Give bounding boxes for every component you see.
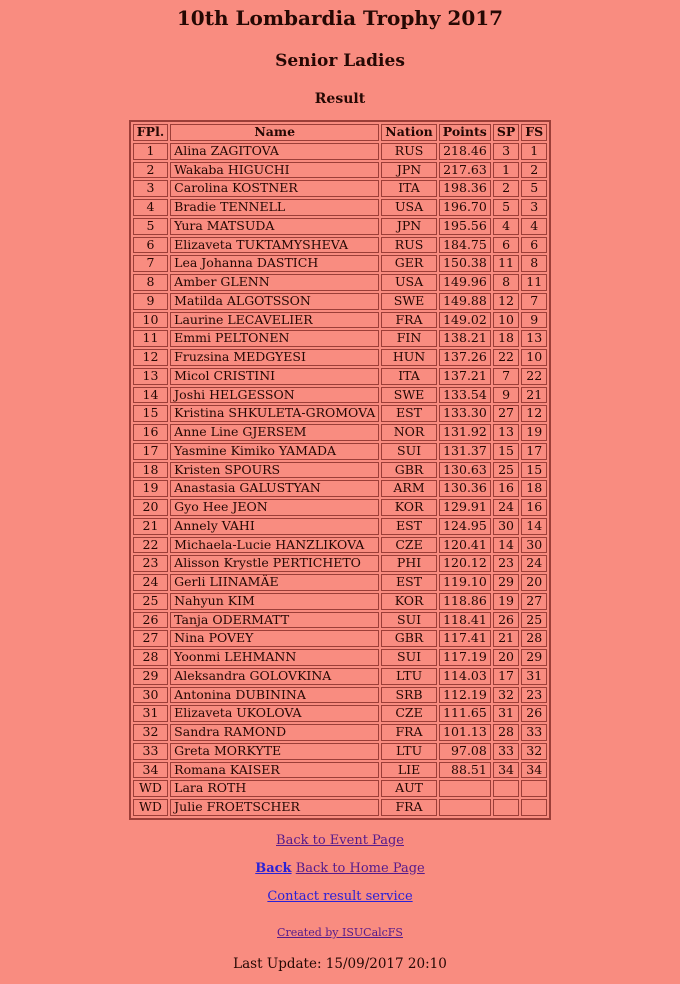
cell-fs: 30: [521, 537, 547, 554]
cell-nation: EST: [381, 405, 436, 422]
cell-nation: USA: [381, 199, 436, 216]
cell-points: 149.02: [439, 312, 491, 329]
cell-nation: AUT: [381, 780, 436, 797]
header-nation: Nation: [381, 124, 436, 141]
table-row: [133, 255, 547, 272]
cell-nation: FRA: [381, 724, 436, 741]
cell-rank: 33: [133, 743, 168, 760]
cell-fs: 32: [521, 743, 547, 760]
cell-points: 124.95: [439, 518, 491, 535]
cell-sp: 15: [493, 443, 519, 460]
cell-fs: 17: [521, 443, 547, 460]
page-title: 10th Lombardia Trophy 2017: [176, 6, 504, 30]
cell-sp: 5: [493, 199, 519, 216]
cell-points: [439, 780, 491, 797]
cell-name: Nina POVEY: [170, 630, 379, 647]
cell-rank: 22: [133, 537, 168, 554]
cell-fs: 13: [521, 330, 547, 347]
cell-points: 218.46: [439, 143, 491, 160]
cell-sp: 30: [493, 518, 519, 535]
cell-nation: SUI: [381, 443, 436, 460]
cell-points: 88.51: [439, 762, 491, 779]
cell-rank: 32: [133, 724, 168, 741]
cell-fs: 14: [521, 518, 547, 535]
cell-name: Yasmine Kimiko YAMADA: [170, 443, 379, 460]
cell-sp: 1: [493, 162, 519, 179]
cell-name: Fruzsina MEDGYESI: [170, 349, 379, 366]
cell-fs: 28: [521, 630, 547, 647]
cell-sp: 20: [493, 649, 519, 666]
table-row: [133, 424, 547, 441]
cell-sp: 28: [493, 724, 519, 741]
table-row: [133, 162, 547, 179]
cell-sp: 24: [493, 499, 519, 516]
cell-nation: CZE: [381, 705, 436, 722]
created-by-link[interactable]: Created by ISUCalcFS: [277, 925, 403, 939]
cell-rank: 7: [133, 255, 168, 272]
cell-rank: 19: [133, 480, 168, 497]
cell-rank: 11: [133, 330, 168, 347]
table-row: [133, 499, 547, 516]
cell-points: 131.37: [439, 443, 491, 460]
cell-rank: 26: [133, 612, 168, 629]
table-row: [133, 649, 547, 666]
cell-points: 198.36: [439, 180, 491, 197]
cell-fs: 1: [521, 143, 547, 160]
table-row: [133, 555, 547, 572]
table-row: [133, 630, 547, 647]
cell-sp: 13: [493, 424, 519, 441]
cell-rank: 34: [133, 762, 168, 779]
cell-points: 101.13: [439, 724, 491, 741]
cell-rank: 17: [133, 443, 168, 460]
table-row: [133, 330, 547, 347]
table-row: [133, 593, 547, 610]
cell-sp: 7: [493, 368, 519, 385]
event-link-line: [0, 833, 680, 848]
cell-fs: 11: [521, 274, 547, 291]
results-table-body: [133, 143, 547, 816]
cell-name: Romana KAISER: [170, 762, 379, 779]
cell-fs: 9: [521, 312, 547, 329]
cell-rank: 31: [133, 705, 168, 722]
created-by-line: [0, 921, 680, 940]
cell-sp: [493, 799, 519, 816]
contact-link-line: [0, 889, 680, 904]
cell-fs: 34: [521, 762, 547, 779]
table-row: [133, 724, 547, 741]
header-fpl: FPl.: [133, 124, 168, 141]
table-row: [133, 199, 547, 216]
cell-fs: [521, 780, 547, 797]
cell-rank: WD: [133, 799, 168, 816]
cell-points: 133.54: [439, 387, 491, 404]
back-to-event-link[interactable]: Back to Event Page: [276, 832, 404, 848]
back-to-home-link[interactable]: Back to Home Page: [295, 860, 425, 876]
cell-fs: 25: [521, 612, 547, 629]
cell-nation: LIE: [381, 762, 436, 779]
cell-points: 129.91: [439, 499, 491, 516]
cell-nation: GBR: [381, 630, 436, 647]
cell-points: 118.86: [439, 593, 491, 610]
cell-rank: 3: [133, 180, 168, 197]
cell-points: 117.19: [439, 649, 491, 666]
table-row: [133, 143, 547, 160]
results-table: [129, 120, 551, 820]
table-row: [133, 387, 547, 404]
cell-sp: 10: [493, 312, 519, 329]
cell-sp: 29: [493, 574, 519, 591]
cell-sp: 12: [493, 293, 519, 310]
table-row: [133, 518, 547, 535]
cell-fs: 7: [521, 293, 547, 310]
cell-name: Alina ZAGITOVA: [170, 143, 379, 160]
cell-rank: 5: [133, 218, 168, 235]
cell-points: 97.08: [439, 743, 491, 760]
cell-fs: 27: [521, 593, 547, 610]
cell-points: 149.96: [439, 274, 491, 291]
cell-points: 120.12: [439, 555, 491, 572]
cell-nation: EST: [381, 518, 436, 535]
cell-points: [439, 799, 491, 816]
cell-points: 184.75: [439, 237, 491, 254]
cell-sp: 4: [493, 218, 519, 235]
cell-points: 119.10: [439, 574, 491, 591]
cell-nation: LTU: [381, 743, 436, 760]
cell-nation: EST: [381, 574, 436, 591]
cell-nation: PHI: [381, 555, 436, 572]
cell-name: Annely VAHI: [170, 518, 379, 535]
cell-rank: 30: [133, 687, 168, 704]
cell-fs: 31: [521, 668, 547, 685]
cell-name: Kristina SHKULETA-GROMOVA: [170, 405, 379, 422]
cell-nation: RUS: [381, 237, 436, 254]
cell-rank: WD: [133, 780, 168, 797]
cell-name: Elizaveta TUKTAMYSHEVA: [170, 237, 379, 254]
cell-rank: 28: [133, 649, 168, 666]
cell-nation: SWE: [381, 387, 436, 404]
cell-rank: 8: [133, 274, 168, 291]
table-row: [133, 312, 547, 329]
cell-name: Lea Johanna DASTICH: [170, 255, 379, 272]
table-row: [133, 762, 547, 779]
cell-nation: ITA: [381, 368, 436, 385]
section-title: Result: [314, 91, 366, 107]
table-row: [133, 799, 547, 816]
cell-nation: ITA: [381, 180, 436, 197]
cell-name: Julie FROETSCHER: [170, 799, 379, 816]
cell-points: 117.41: [439, 630, 491, 647]
cell-nation: JPN: [381, 218, 436, 235]
cell-rank: 16: [133, 424, 168, 441]
cell-fs: 6: [521, 237, 547, 254]
cell-fs: 4: [521, 218, 547, 235]
cell-points: 196.70: [439, 199, 491, 216]
cell-points: 120.41: [439, 537, 491, 554]
cell-sp: 27: [493, 405, 519, 422]
cell-sp: 16: [493, 480, 519, 497]
cell-rank: 4: [133, 199, 168, 216]
cell-sp: 8: [493, 274, 519, 291]
table-row: [133, 218, 547, 235]
cell-points: 114.03: [439, 668, 491, 685]
cell-nation: LTU: [381, 668, 436, 685]
header-points: Points: [439, 124, 491, 141]
cell-nation: FRA: [381, 799, 436, 816]
cell-rank: 15: [133, 405, 168, 422]
cell-fs: 19: [521, 424, 547, 441]
table-row: [133, 574, 547, 591]
cell-name: Amber GLENN: [170, 274, 379, 291]
cell-rank: 12: [133, 349, 168, 366]
table-row: [133, 743, 547, 760]
cell-sp: 9: [493, 387, 519, 404]
cell-nation: KOR: [381, 593, 436, 610]
cell-sp: 33: [493, 743, 519, 760]
cell-points: 195.56: [439, 218, 491, 235]
cell-rank: 21: [133, 518, 168, 535]
table-row: [133, 443, 547, 460]
home-link-line: [0, 861, 680, 876]
cell-points: 137.21: [439, 368, 491, 385]
cell-fs: 29: [521, 649, 547, 666]
cell-rank: 10: [133, 312, 168, 329]
cell-fs: 22: [521, 368, 547, 385]
cell-points: 133.30: [439, 405, 491, 422]
cell-name: Emmi PELTONEN: [170, 330, 379, 347]
cell-fs: 33: [521, 724, 547, 741]
cell-name: Bradie TENNELL: [170, 199, 379, 216]
header-fs: FS: [521, 124, 547, 141]
cell-rank: 6: [133, 237, 168, 254]
cell-rank: 20: [133, 499, 168, 516]
cell-name: Anastasia GALUSTYAN: [170, 480, 379, 497]
cell-sp: 2: [493, 180, 519, 197]
cell-nation: USA: [381, 274, 436, 291]
cell-nation: HUN: [381, 349, 436, 366]
cell-name: Laurine LECAVELIER: [170, 312, 379, 329]
cell-nation: SUI: [381, 649, 436, 666]
cell-fs: 16: [521, 499, 547, 516]
cell-points: 130.36: [439, 480, 491, 497]
cell-fs: 8: [521, 255, 547, 272]
header-row: [133, 124, 547, 141]
last-update: Last Update: 15/09/2017 20:10: [233, 955, 447, 972]
cell-name: Sandra RAMOND: [170, 724, 379, 741]
header-name: Name: [170, 124, 379, 141]
cell-name: Micol CRISTINI: [170, 368, 379, 385]
cell-points: 131.92: [439, 424, 491, 441]
cell-fs: 3: [521, 199, 547, 216]
cell-points: 118.41: [439, 612, 491, 629]
cell-name: Anne Line GJERSEM: [170, 424, 379, 441]
cell-fs: 2: [521, 162, 547, 179]
cell-name: Nahyun KIM: [170, 593, 379, 610]
table-row: [133, 349, 547, 366]
cell-name: Antonina DUBININA: [170, 687, 379, 704]
cell-sp: 19: [493, 593, 519, 610]
cell-nation: NOR: [381, 424, 436, 441]
cell-rank: 9: [133, 293, 168, 310]
cell-fs: 26: [521, 705, 547, 722]
cell-name: Wakaba HIGUCHI: [170, 162, 379, 179]
header-sp: SP: [493, 124, 519, 141]
cell-points: 137.26: [439, 349, 491, 366]
cell-sp: 14: [493, 537, 519, 554]
cell-name: Carolina KOSTNER: [170, 180, 379, 197]
cell-points: 217.63: [439, 162, 491, 179]
table-row: [133, 368, 547, 385]
cell-sp: 3: [493, 143, 519, 160]
cell-sp: 31: [493, 705, 519, 722]
cell-fs: 24: [521, 555, 547, 572]
cell-rank: 1: [133, 143, 168, 160]
cell-name: Joshi HELGESSON: [170, 387, 379, 404]
cell-sp: 21: [493, 630, 519, 647]
table-row: [133, 537, 547, 554]
contact-result-service-link[interactable]: Contact result service: [267, 888, 413, 904]
cell-rank: 14: [133, 387, 168, 404]
cell-fs: 20: [521, 574, 547, 591]
cell-name: Michaela-Lucie HANZLIKOVA: [170, 537, 379, 554]
table-row: [133, 237, 547, 254]
cell-name: Gyo Hee JEON: [170, 499, 379, 516]
cell-nation: FIN: [381, 330, 436, 347]
cell-nation: CZE: [381, 537, 436, 554]
cell-sp: 11: [493, 255, 519, 272]
cell-nation: JPN: [381, 162, 436, 179]
cell-sp: [493, 780, 519, 797]
table-row: [133, 668, 547, 685]
cell-rank: 23: [133, 555, 168, 572]
table-row: [133, 612, 547, 629]
cell-nation: SUI: [381, 612, 436, 629]
cell-nation: KOR: [381, 499, 436, 516]
cell-rank: 27: [133, 630, 168, 647]
footer-links: [0, 833, 680, 904]
table-row: [133, 405, 547, 422]
results-table-header: [133, 124, 547, 141]
cell-rank: 29: [133, 668, 168, 685]
cell-rank: 2: [133, 162, 168, 179]
cell-points: 149.88: [439, 293, 491, 310]
cell-name: Greta MORKYTE: [170, 743, 379, 760]
cell-fs: 12: [521, 405, 547, 422]
cell-name: Kristen SPOURS: [170, 462, 379, 479]
cell-fs: 21: [521, 387, 547, 404]
table-row: [133, 462, 547, 479]
cell-nation: SRB: [381, 687, 436, 704]
cell-nation: ARM: [381, 480, 436, 497]
cell-sp: 23: [493, 555, 519, 572]
cell-name: Lara ROTH: [170, 780, 379, 797]
cell-nation: GBR: [381, 462, 436, 479]
cell-rank: 13: [133, 368, 168, 385]
cell-points: 130.63: [439, 462, 491, 479]
cell-fs: 10: [521, 349, 547, 366]
cell-name: Tanja ODERMATT: [170, 612, 379, 629]
cell-sp: 25: [493, 462, 519, 479]
cell-sp: 32: [493, 687, 519, 704]
table-row: [133, 687, 547, 704]
cell-rank: 18: [133, 462, 168, 479]
cell-nation: SWE: [381, 293, 436, 310]
cell-points: 150.38: [439, 255, 491, 272]
table-row: [133, 274, 547, 291]
cell-name: Alisson Krystle PERTICHETO: [170, 555, 379, 572]
cell-sp: 18: [493, 330, 519, 347]
cell-sp: 26: [493, 612, 519, 629]
cell-name: Elizaveta UKOLOVA: [170, 705, 379, 722]
cell-points: 111.65: [439, 705, 491, 722]
cell-name: Aleksandra GOLOVKINA: [170, 668, 379, 685]
cell-points: 112.19: [439, 687, 491, 704]
cell-name: Yura MATSUDA: [170, 218, 379, 235]
cell-rank: 25: [133, 593, 168, 610]
cell-nation: RUS: [381, 143, 436, 160]
cell-sp: 22: [493, 349, 519, 366]
cell-fs: 5: [521, 180, 547, 197]
cell-nation: FRA: [381, 312, 436, 329]
cell-rank: 24: [133, 574, 168, 591]
table-row: [133, 180, 547, 197]
cell-points: 138.21: [439, 330, 491, 347]
cell-name: Yoonmi LEHMANN: [170, 649, 379, 666]
cell-name: Matilda ALGOTSSON: [170, 293, 379, 310]
cell-fs: [521, 799, 547, 816]
cell-nation: GER: [381, 255, 436, 272]
table-row: [133, 480, 547, 497]
cell-sp: 6: [493, 237, 519, 254]
back-link[interactable]: Back: [255, 860, 292, 876]
category-title: Senior Ladies: [275, 51, 405, 71]
cell-name: Gerli LIINAMÄE: [170, 574, 379, 591]
table-row: [133, 293, 547, 310]
cell-sp: 17: [493, 668, 519, 685]
cell-sp: 34: [493, 762, 519, 779]
cell-fs: 18: [521, 480, 547, 497]
cell-fs: 23: [521, 687, 547, 704]
table-row: [133, 780, 547, 797]
table-row: [133, 705, 547, 722]
cell-fs: 15: [521, 462, 547, 479]
